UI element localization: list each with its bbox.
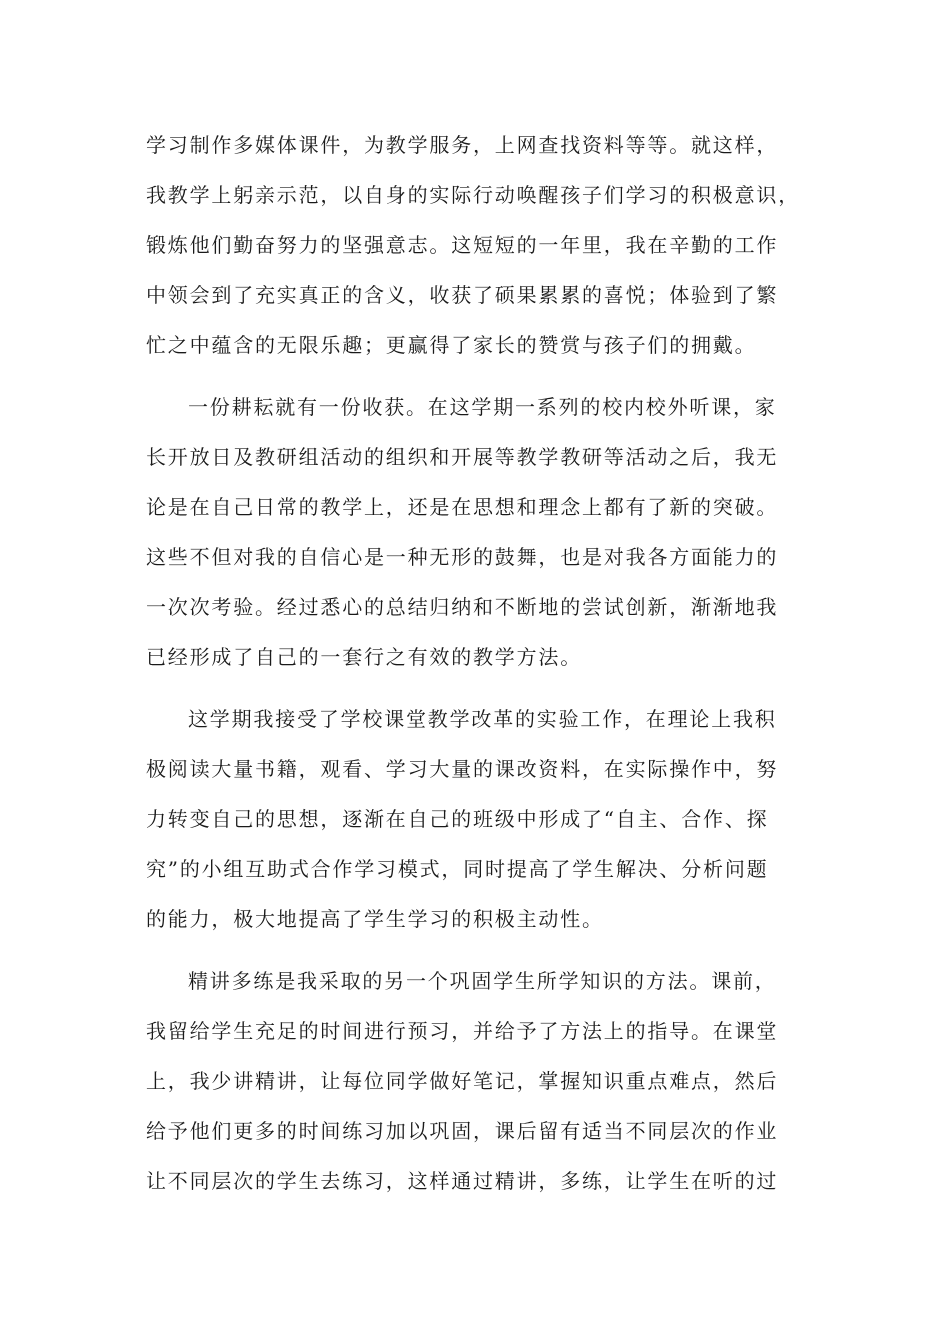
paragraph-line: 上，我少讲精讲，让每位同学做好笔记，掌握知识重点难点，然后: [146, 1069, 779, 1093]
paragraph-line: 长开放日及教研组活动的组织和开展等教学教研等活动之后，我无: [146, 445, 779, 469]
paragraph-line: 学习制作多媒体课件，为教学服务，上网查找资料等等。就这样，: [146, 133, 779, 157]
paragraph-line: 究”的小组互助式合作学习模式，同时提高了学生解决、分析问题: [146, 857, 769, 881]
paragraph-line: 的能力，极大地提高了学生学习的积极主动性。: [146, 907, 604, 931]
paragraph-line: 已经形成了自己的一套行之有效的教学方法。: [146, 645, 582, 669]
paragraph-line: 我教学上躬亲示范，以自身的实际行动唤醒孩子们学习的积极意识，: [146, 183, 800, 207]
paragraph-line: 精讲多练是我采取的另一个巩固学生所学知识的方法。课前，: [188, 969, 777, 993]
paragraph-line: 这些不但对我的自信心是一种无形的鼓舞，也是对我各方面能力的: [146, 545, 779, 569]
paragraph-line: 一份耕耘就有一份收获。在这学期一系列的校内校外听课，家: [188, 395, 777, 419]
document-page: [146, 120, 800, 1218]
paragraph-line: 忙之中蕴含的无限乐趣；更赢得了家长的赞赏与孩子们的拥戴。: [146, 333, 757, 357]
paragraph-line: 力转变自己的思想，逐渐在自己的班级中形成了“自主、合作、探: [146, 807, 769, 831]
paragraph-2: [146, 382, 796, 682]
paragraph-line: 锻炼他们勤奋努力的坚强意志。这短短的一年里，我在辛勤的工作: [146, 233, 779, 257]
paragraph-line: 一次次考验。经过悉心的总结归纳和不断地的尝试创新，渐渐地我: [146, 595, 779, 619]
paragraph-line: 我留给学生充足的时间进行预习，并给予了方法上的指导。在课堂: [146, 1019, 779, 1043]
paragraph-line: 论是在自己日常的教学上，还是在思想和理念上都有了新的突破。: [146, 495, 779, 519]
paragraph-line: 让不同层次的学生去练习，这样通过精讲，多练，让学生在听的过: [146, 1169, 779, 1193]
paragraph-line: 这学期我接受了学校课堂教学改革的实验工作，在理论上我积: [188, 707, 777, 731]
paragraph-4: [146, 956, 796, 1206]
paragraph-line: 极阅读大量书籍，观看、学习大量的课改资料，在实际操作中，努: [146, 757, 779, 781]
paragraph-3: [146, 694, 796, 944]
paragraph-line: 中领会到了充实真正的含义，收获了硕果累累的喜悦；体验到了繁: [146, 283, 779, 307]
paragraph-1: [146, 120, 800, 370]
paragraph-line: 给予他们更多的时间练习加以巩固，课后留有适当不同层次的作业: [146, 1119, 779, 1143]
